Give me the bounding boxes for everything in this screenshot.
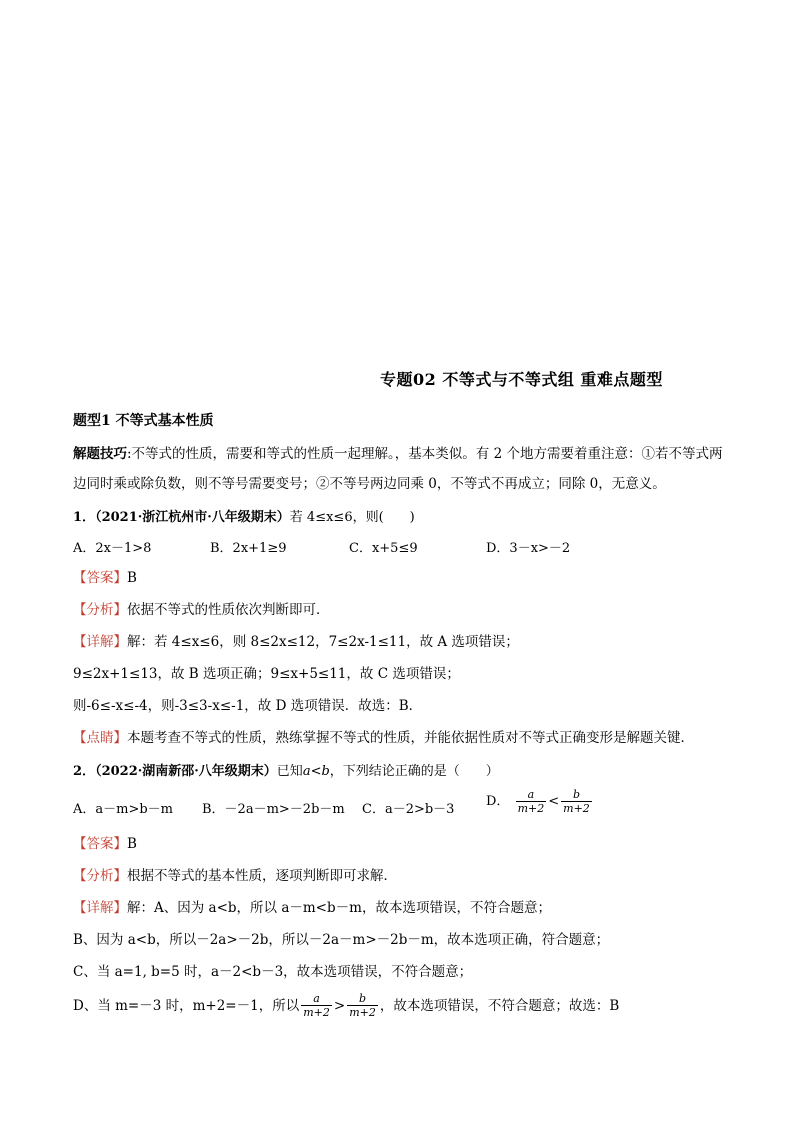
solving-tip (73, 439, 733, 499)
q1-detail-1: 【详解】解：若 4≤x≤6，则 8≤2x≤12，7≤2x-1≤11，故 A 选项错误； (73, 634, 519, 650)
q1-detail-2: 9≤2x+1≤13，故 B 选项正确；9≤x+5≤11，故 C 选项错误； (73, 666, 460, 682)
q1-detail-3: 则-6≤-x≤-4，则-3≤3-x≤-1，故 D 选项错误．故选：B． (73, 698, 423, 714)
q2-detail-a: 【详解】解：A、因为 a<b，所以 a－m<b－m，故本选项错误，不符合题意； (73, 900, 551, 916)
question-number: 1 (73, 510, 83, 525)
q2-option-d: D． $\frac{a}{m+2}$ < $\frac{b}{m+2}$ (486, 788, 590, 815)
question-number: 2 (73, 764, 83, 779)
q2-option-b: B．－2a－m>－2b－m (202, 802, 345, 817)
q1-comment: 【点睛】本题考查不等式的性质，熟练掌握不等式的性质，并能依据性质对不等式正确变形是解题关键． (73, 730, 694, 746)
question-1-stem: 1．（2021·浙江杭州市·八年级期末）若 4≤x≤6，则( ) (73, 510, 415, 525)
q2-answer: 【答案】B (73, 836, 137, 852)
q1-answer: 【答案】B (73, 570, 137, 586)
q2-detail-b: B、因为 a<b，所以－2a>－2b，所以－2a－m>－2b－m，故本选项正确，符合题意； (73, 932, 610, 948)
q2-option-a: A．a－m>b－m (73, 802, 174, 817)
answer-label: 【答案】 (73, 570, 127, 586)
q2-analysis: 【分析】根据不等式的基本性质，逐项判断即可求解． (73, 868, 397, 884)
q1-option-d: D．3－x>－2 (486, 541, 571, 556)
q2-detail-d: D、当 m=－3 时，m+2=－1，所以 $\frac{a}{m+2}$ > $\frac{b}{m+2}$ ，故本选项错误，不符合题意；故选：B (73, 992, 620, 1019)
q1-option-a: A．2x－1>8 (73, 541, 152, 556)
q1-option-c: C．x+5≤9 (349, 541, 418, 556)
section-heading: 题型1 不等式基本性质 (73, 413, 214, 429)
q1-analysis: 【分析】依据不等式的性质依次判断即可． (73, 602, 330, 618)
detail-label: 【详解】 (73, 634, 127, 650)
fraction: $\frac{b}{m+2}$ (349, 992, 376, 1019)
question-2-stem: 2．（2022·湖南新邵·八年级期末）已知a<b，下列结论正确的是（ ） (73, 764, 499, 779)
tip-text: :不等式的性质，需要和等式的性质一起理解。，基本类似。有 2 个地方需要着重注意：①若不等式两边同时乘或除负数，则不等号需要变号；②不等号两边同乘 0，不等式不再成立；同除 0，无意义。 (73, 446, 723, 492)
q2-detail-c: C、当 a=1, b=5 时，a－2<b－3，故本选项错误，不符合题意； (73, 964, 473, 980)
tip-label: 解题技巧 (73, 446, 127, 462)
question-source: （2022·湖南新邵·八年级期末） (95, 764, 277, 779)
comment-label: 【点睛】 (73, 730, 127, 746)
detail-label: 【详解】 (73, 900, 127, 916)
q1-option-b: B．2x+1≥9 (210, 541, 287, 556)
question-text: 若 4≤x≤6，则( ) (289, 510, 415, 525)
fraction: $\frac{a}{m+2}$ (303, 992, 330, 1019)
q2-option-c: C．a－2>b－3 (362, 802, 455, 817)
question-source: （2021·浙江杭州市·八年级期末） (95, 510, 290, 525)
analysis-label: 【分析】 (73, 868, 127, 884)
analysis-label: 【分析】 (73, 602, 127, 618)
page-title: 专题02 不等式与不等式组 重难点题型 (380, 370, 663, 389)
fraction: $\frac{a}{m+2}$ (517, 788, 545, 815)
answer-label: 【答案】 (73, 836, 127, 852)
fraction: $\frac{b}{m+2}$ (563, 788, 590, 815)
